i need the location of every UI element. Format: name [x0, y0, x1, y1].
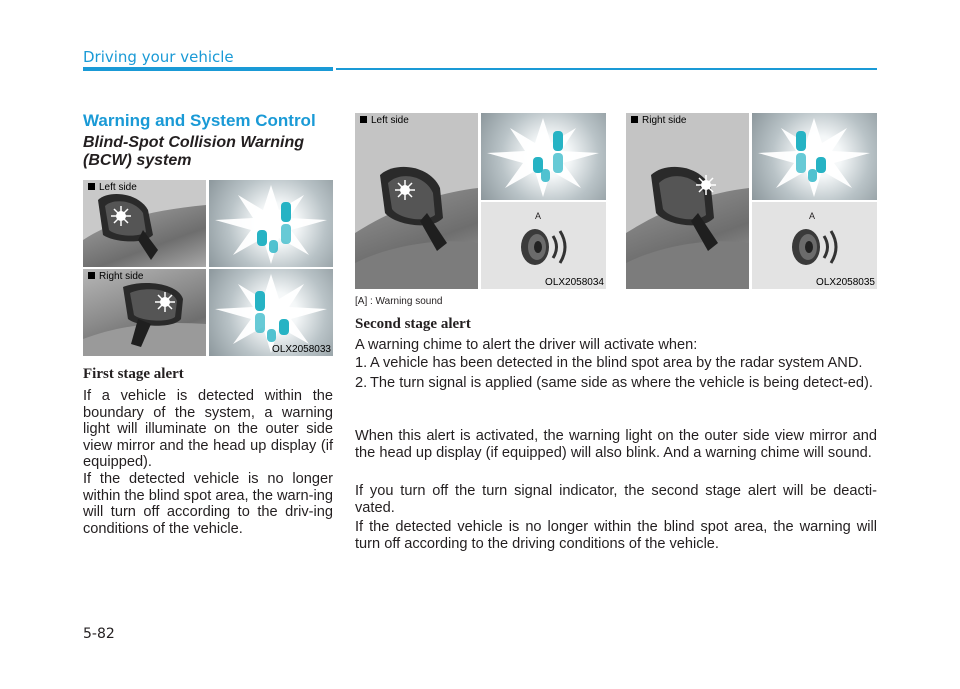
warning-flash-image	[481, 113, 606, 200]
list-item: 2. The turn signal is applied (same side as where the vehicle is being detect-ed).	[355, 374, 873, 391]
side-mirror-icon	[626, 113, 749, 289]
side-mirror-icon	[355, 113, 478, 289]
right-mirror-image	[626, 113, 749, 289]
figure-first-stage	[83, 180, 333, 356]
header-rule-thick	[83, 67, 333, 71]
figure-second-stage-right	[626, 113, 877, 289]
first-stage-paragraph-2: If the detected vehicle is no longer within the blind spot area, the warn-ing will turn off according to the driv-ing conditions of the vehicle.	[83, 471, 333, 537]
header-rule-thin	[336, 68, 877, 70]
warning-flash-image	[209, 180, 333, 267]
second-stage-conditions	[355, 355, 877, 391]
figure-caption: [A] : Warning sound	[355, 296, 443, 307]
warning-sound-image	[481, 202, 606, 289]
square-bullet-icon	[631, 116, 638, 123]
square-bullet-icon	[88, 183, 95, 190]
page-number: 5-82	[83, 626, 115, 642]
second-stage-paragraph-1: When this alert is activated, the warning light on the outer side view mirror and the head up display (if equipped) will also blink. And a warning chime will sound.	[355, 428, 877, 461]
figure-code: OLX2058035	[816, 277, 875, 288]
marker-a: A	[809, 211, 816, 221]
figure-label-left: Left side	[360, 115, 409, 126]
warning-sound-image	[752, 202, 877, 289]
vehicle-detection-icon	[481, 113, 606, 200]
second-stage-intro: A warning chime to alert the driver will activate when:	[355, 337, 698, 353]
speaker-icon	[784, 224, 846, 270]
figure-code: OLX2058034	[545, 277, 604, 288]
vehicle-detection-icon	[209, 180, 333, 267]
left-mirror-image	[83, 180, 206, 267]
figure-code: OLX2058033	[272, 344, 331, 355]
square-bullet-icon	[88, 272, 95, 279]
marker-a: A	[535, 211, 542, 221]
side-mirror-icon	[83, 180, 206, 267]
section-title: Warning and System Control	[83, 111, 316, 130]
figure-label-right: Right side	[631, 115, 686, 126]
figure-label-right: Right side	[88, 271, 143, 282]
figure-label-left: Left side	[88, 182, 137, 193]
second-stage-heading: Second stage alert	[355, 316, 471, 332]
left-mirror-image	[355, 113, 478, 289]
first-stage-heading: First stage alert	[83, 366, 184, 382]
right-mirror-image	[83, 269, 206, 356]
warning-flash-image	[752, 113, 877, 200]
first-stage-paragraph-1: If a vehicle is detected within the boundary of the system, a warning light will illuminate on the outer side view mirror and the head up display (if equipped).	[83, 388, 333, 470]
second-stage-paragraph-2: If you turn off the turn signal indicator, the second stage alert will be deacti-vated.	[355, 483, 877, 516]
warning-flash-image	[209, 269, 333, 356]
side-mirror-icon	[83, 269, 206, 356]
subsection-title: Blind-Spot Collision Warning (BCW) system	[83, 134, 305, 169]
vehicle-detection-icon	[209, 269, 333, 356]
figure-second-stage-left	[355, 113, 606, 289]
list-item: 1. A vehicle has been detected in the blind spot area by the radar system AND.	[355, 355, 863, 371]
square-bullet-icon	[360, 116, 367, 123]
second-stage-paragraph-3: If the detected vehicle is no longer within the blind spot area, the warning will turn off according to the driving conditions of the vehicle.	[355, 519, 877, 552]
running-header: Driving your vehicle	[83, 48, 234, 66]
vehicle-detection-icon	[752, 113, 877, 200]
speaker-icon	[513, 224, 575, 270]
